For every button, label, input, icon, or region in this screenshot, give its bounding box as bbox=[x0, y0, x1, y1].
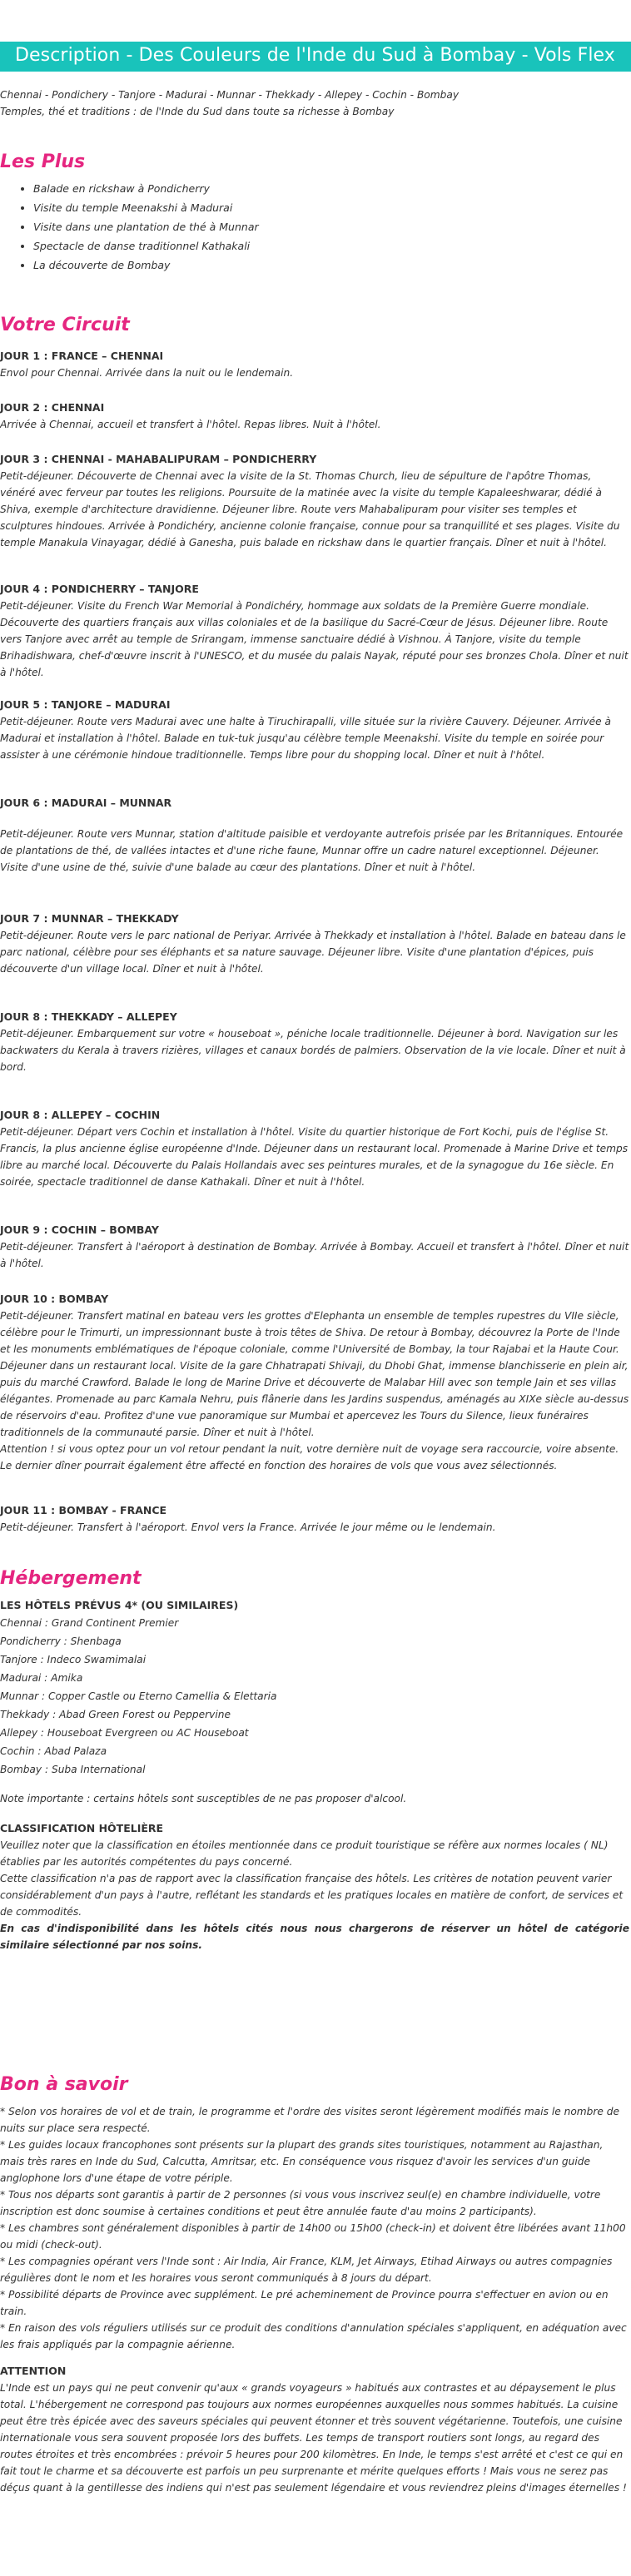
bon-a-savoir-list bbox=[0, 2103, 629, 2353]
hotel-item: Madurai : Amika bbox=[0, 1672, 83, 1684]
hotel-item: Cochin : Abad Palaza bbox=[0, 1745, 107, 1757]
day-block bbox=[0, 451, 629, 551]
page-title: Description - Des Couleurs de l'Inde du Sud à Bombay - Vols Flex bbox=[15, 45, 615, 66]
day-heading: JOUR 4 : PONDICHERRY – TANJORE bbox=[0, 583, 199, 595]
list-item: * Tous nos départs sont garantis à partir de 2 personnes (si vous vous inscrivez seul(e) en chambre individuelle, votre inscription est donc soumise à certaines conditions et peut être annulée faute d'au moins 2 participants). bbox=[0, 2189, 601, 2217]
les-plus-title: Les Plus bbox=[0, 151, 86, 172]
les-plus-list bbox=[0, 179, 259, 275]
les-plus-section bbox=[0, 151, 259, 275]
hebergement-title: Hébergement bbox=[0, 1568, 142, 1589]
day-text: Petit-déjeuner. Route vers le parc national de Periyar. Arrivée à Thekkady et installation à l'hôtel. Balade en bateau dans le parc national, célèbre pour ses éléphants et sa nature sauvage. Déjeuner libre. Visite d'une plantation d'épices, puis découverte d'un village local. Dîner et nuit à l'hôtel. bbox=[0, 930, 626, 975]
day-block bbox=[0, 795, 629, 876]
day-block bbox=[0, 400, 629, 433]
classification-text: Veuillez noter que la classification en étoiles mentionnée dans ce produit touristique se réfère aux normes locales ( NL) établies par les autorités compétentes du pays concerné. Cette classification n'a pas de rapport avec la classification française des hôtels. Les critères de notation peuvent varier considérablement d'un pays à l'autre, reflétant les standards et les pratiques locales en matière de confort, de services et de commodités. bbox=[0, 1839, 624, 1918]
list-item: * Selon vos horaires de vol et de train, le programme et l'ordre des visites seront légèrement modifiés mais le nombre de nuits sur place sera respecté. bbox=[0, 2106, 620, 2134]
classification-title: CLASSIFICATION HÔTELIÈRE bbox=[0, 1822, 164, 1834]
day-block bbox=[0, 1502, 629, 1536]
hotel-note: Note importante : certains hôtels sont susceptibles de ne pas proposer d'alcool. bbox=[0, 1793, 407, 1804]
day-text: Petit-déjeuner. Embarquement sur votre « houseboat », péniche locale traditionnelle. Déjeuner à bord. Navigation sur les backwaters du Kerala à travers rizières, villages et canaux bordés de palmiers. Observation de la vie locale. Dîner et nuit à bord. bbox=[0, 1028, 626, 1073]
list-item: • Spectacle de danse traditionnel Kathakali bbox=[33, 236, 259, 256]
list-item: • Visite dans une plantation de thé à Munnar bbox=[33, 217, 259, 236]
list-item: • Balade en rickshaw à Pondicherry bbox=[33, 179, 259, 198]
day-text: Petit-déjeuner. Route vers Madurai avec une halte à Tiruchirapalli, ville située sur la rivière Cauvery. Déjeuner. Arrivée à Madurai et installation à l'hôtel. Balade en tuk-tuk jusqu'au célèbre temple Meenakshi. Visite du temple en soirée pour assister à une cérémonie hindoue traditionnelle. Temps libre pour du shopping local. Dîner et nuit à l'hôtel. bbox=[0, 716, 611, 761]
list-item: * Les chambres sont généralement disponibles à partir de 14h00 ou 15h00 (check-in) et doivent être libérées avant 11h00 ou midi (check-out). bbox=[0, 2222, 626, 2251]
day-text: Petit-déjeuner. Transfert à l'aéroport. Envol vers la France. Arrivée le jour même ou le lendemain. bbox=[0, 1521, 496, 1533]
list-item: • La découverte de Bombay bbox=[33, 256, 259, 275]
day-block bbox=[0, 348, 629, 381]
hotel-item: Tanjore : Indeco Swamimalai bbox=[0, 1654, 147, 1665]
attention-title: ATTENTION bbox=[0, 2365, 67, 2377]
day-text: Petit-déjeuner. Transfert matinal en bateau vers les grottes d'Elephanta un ensemble de temples rupestres du VIIe siècle, célèbre pour le Trimurti, un impressionnant buste à trois têtes de Shiva. De retour à Bombay, découvrez la Porte de l'Inde et les monuments emblématiques de l'époque coloniale, comme l'Université de Bombay, la tour Rajabai et la Haute Cour. Déjeuner dans un restaurant local. Visite de la gare Chhatrapati Shivaji, du Dhobi Ghat, immense blanchisserie en plein air, puis du marché Crawford. Balade le long de Marine Drive et découverte de Malabar Hill avec son temple Jain et ses villas élégantes. Promenade au parc Kamala Nehru, puis flânerie dans les Jardins suspendus, aménagés au XIXe siècle au-dessus de réservoirs d'eau. Profitez d'une vue panoramique sur Mumbai et apercevez les Tours du Silence, lieux funéraires traditionnels de la communauté parsie. Dîner et nuit à l'hôtel. bbox=[0, 1310, 629, 1438]
list-item: • Visite du temple Meenakshi à Madurai bbox=[33, 198, 259, 217]
hotel-item: Munnar : Copper Castle ou Eterno Camellia & Elettaria bbox=[0, 1690, 277, 1702]
day-text: Petit-déjeuner. Route vers Munnar, station d'altitude paisible et verdoyante autrefois prisée par les Britanniques. Entourée de plantations de thé, de vallées intactes et d'une riche faune, Munnar offre un cadre naturel exceptionnel. Déjeuner. Visite d'une usine de thé, suivie d'une balade au cœur des plantations. Dîner et nuit à l'hôtel. bbox=[0, 828, 624, 873]
day-text: Petit-déjeuner. Visite du French War Memorial à Pondichéry, hommage aux soldats de la Première Guerre mondiale. Découverte des quartiers français aux villas coloniales et de la basilique du Sacré-Cœur de Jésus. Déjeuner libre. Route vers Tanjore avec arrêt au temple de Srirangam, immense sanctuaire dédié à Vishnou. À Tanjore, visite du temple Brihadishwara, chef-d'œuvre inscrit à l'UNESCO, et du musée du palais Nayak, réputé pour ses bronzes Chola. Dîner et nuit à l'hôtel. bbox=[0, 600, 629, 678]
day-text: Petit-déjeuner. Découverte de Chennai avec la visite de la St. Thomas Church, lieu de sépulture de l'apôtre Thomas, vénéré avec ferveur par toutes les religions. Poursuite de la matinée avec la visite du temple Kapaleeshwarar, dédié à Shiva, exemple d'architecture dravidienne. Déjeuner libre. Route vers Mahabalipuram pour visiter ses temples et sculptures hindoues. Arrivée à Pondichéry, ancienne colonie française, connue pour sa tranquillité et ses plages. Visite du temple Manakula Vinayagar, dédié à Ganesha, puis balade en rickshaw dans le quartier français. Dîner et nuit à l'hôtel. bbox=[0, 470, 620, 548]
day-heading: JOUR 1 : FRANCE – CHENNAI bbox=[0, 350, 164, 362]
day-heading: JOUR 8 : ALLEPEY – COCHIN bbox=[0, 1109, 161, 1121]
bon-a-savoir-section bbox=[0, 2074, 629, 2496]
bon-a-savoir-title: Bon à savoir bbox=[0, 2074, 128, 2095]
route-line: Chennai - Pondichery - Tanjore - Madurai - Munnar - Thekkady - Allepey - Cochin - Bombay bbox=[0, 89, 460, 101]
day-text: Petit-déjeuner. Départ vers Cochin et installation à l'hôtel. Visite du quartier historique de Fort Kochi, puis de l'église St. Francis, la plus ancienne église européenne d'Inde. Déjeuner dans un restaurant local. Promenade à Marine Drive et temps libre au marché local. Découverte du Palais Hollandais avec ses peintures murales, et de la synagogue du 16e siècle. En soirée, spectacle traditionnel de danse Kathakali. Dîner et nuit à l'hôtel. bbox=[0, 1126, 629, 1188]
hotel-item: Pondicherry : Shenbaga bbox=[0, 1635, 122, 1647]
list-item: * Les guides locaux francophones sont présents sur la plupart des grands sites touristiques, notamment au Rajasthan, mais très rares en Inde du Sud, Calcutta, Amritsar, etc. En conséquence vous risquez d'avoir les services d'un guide anglophone lors d'une étape de votre périple. bbox=[0, 2139, 604, 2184]
hotel-item: Allepey : Houseboat Evergreen ou AC Houseboat bbox=[0, 1727, 249, 1739]
day-block bbox=[0, 581, 629, 681]
hotel-item: Thekkady : Abad Green Forest ou Peppervine bbox=[0, 1709, 231, 1720]
day-text: Arrivée à Chennai, accueil et transfert à l'hôtel. Repas libres. Nuit à l'hôtel. bbox=[0, 419, 381, 430]
indisponibilite-text: En cas d'indisponibilité dans les hôtels cités nous nous chargerons de réserver un hôtel de catégorie similaire sélectionné par nos soins. bbox=[0, 1923, 629, 1951]
day-block bbox=[0, 1291, 629, 1474]
day-block bbox=[0, 911, 629, 977]
hebergement-section bbox=[0, 1568, 629, 1953]
day-block bbox=[0, 1009, 629, 1075]
list-item: * Possibilité départs de Province avec supplément. Le pré acheminement de Province pourra s'effectuer en avion ou en train. bbox=[0, 2289, 609, 2317]
hotels-subtitle: LES HÔTELS PRÉVUS 4* (OU SIMILAIRES) bbox=[0, 1599, 239, 1611]
list-item: * En raison des vols réguliers utilisés sur ce produit des conditions d'annulation spéciales s'appliquent, en adéquation avec les frais appliqués par la compagnie aérienne. bbox=[0, 2322, 627, 2350]
attention-note: Attention ! si vous optez pour un vol retour pendant la nuit, votre dernière nuit de voyage sera raccourcie, voire absente. Le dernier dîner pourrait également être affecté en fonction des horaires de vols que vous avez sélectionnés. bbox=[0, 1443, 619, 1472]
circuit-title: Votre Circuit bbox=[0, 315, 130, 335]
day-text: Envol pour Chennai. Arrivée dans la nuit ou le lendemain. bbox=[0, 367, 294, 379]
day-block bbox=[0, 1222, 629, 1272]
tagline: Temples, thé et traditions : de l'Inde du Sud dans toute sa richesse à Bombay bbox=[0, 106, 395, 117]
day-block bbox=[0, 1107, 629, 1190]
day-block bbox=[0, 697, 629, 763]
hotel-item: Bombay : Suba International bbox=[0, 1764, 146, 1775]
day-heading: JOUR 5 : TANJORE – MADURAI bbox=[0, 698, 171, 711]
day-heading: JOUR 2 : CHENNAI bbox=[0, 401, 105, 414]
hotel-item: Chennai : Grand Continent Premier bbox=[0, 1617, 179, 1629]
day-heading: JOUR 6 : MADURAI – MUNNAR bbox=[0, 797, 172, 809]
attention-text: L'Inde est un pays qui ne peut convenir qu'aux « grands voyageurs » habitués aux contrastes et au dépaysement le plus total. L'hébergement ne correspond pas toujours aux normes européennes auxquelles nous sommes habitués. La cuisine peut être très épicée avec des saveurs spéciales qui peuvent étonner et très souvent végétarienne. Toutefois, une cuisine internationale vous sera souvent proposée lors des buffets. Les temps de transport routiers sont longs, au regard des routes étroites et très encombrées : prévoir 5 heures pour 200 kilomètres. En Inde, le temps s'est arrêté et c'est ce qui en fait tout le charme et sa découverte est parfois un peu surprenante et mérite quelques efforts ! Mais vous ne serez pas déçus quant à la gentillesse des indiens qui n'est pas seulement légendaire et vous reviendrez pleins d'images éternelles ! bbox=[0, 2382, 627, 2494]
day-heading: JOUR 7 : MUNNAR – THEKKADY bbox=[0, 912, 179, 925]
day-heading: JOUR 3 : CHENNAI - MAHABALIPURAM – PONDICHERRY bbox=[0, 453, 317, 465]
day-heading: JOUR 9 : COCHIN – BOMBAY bbox=[0, 1223, 159, 1236]
day-heading: JOUR 8 : THEKKADY – ALLEPEY bbox=[0, 1010, 177, 1023]
hotel-list bbox=[0, 1614, 629, 1779]
list-item: * Les compagnies opérant vers l'Inde sont : Air India, Air France, KLM, Jet Airways, Etihad Airways ou autres compagnies régulières dont le nom et les horaires vous seront communiqués à 8 jours du départ. bbox=[0, 2256, 613, 2284]
circuit-section bbox=[0, 315, 631, 1533]
day-text: Petit-déjeuner. Transfert à l'aéroport à destination de Bombay. Arrivée à Bombay. Accueil et transfert à l'hôtel. Dîner et nuit à l'hôtel. bbox=[0, 1241, 629, 1269]
day-heading: JOUR 10 : BOMBAY bbox=[0, 1293, 109, 1305]
day-heading: JOUR 11 : BOMBAY - FRANCE bbox=[0, 1504, 167, 1516]
